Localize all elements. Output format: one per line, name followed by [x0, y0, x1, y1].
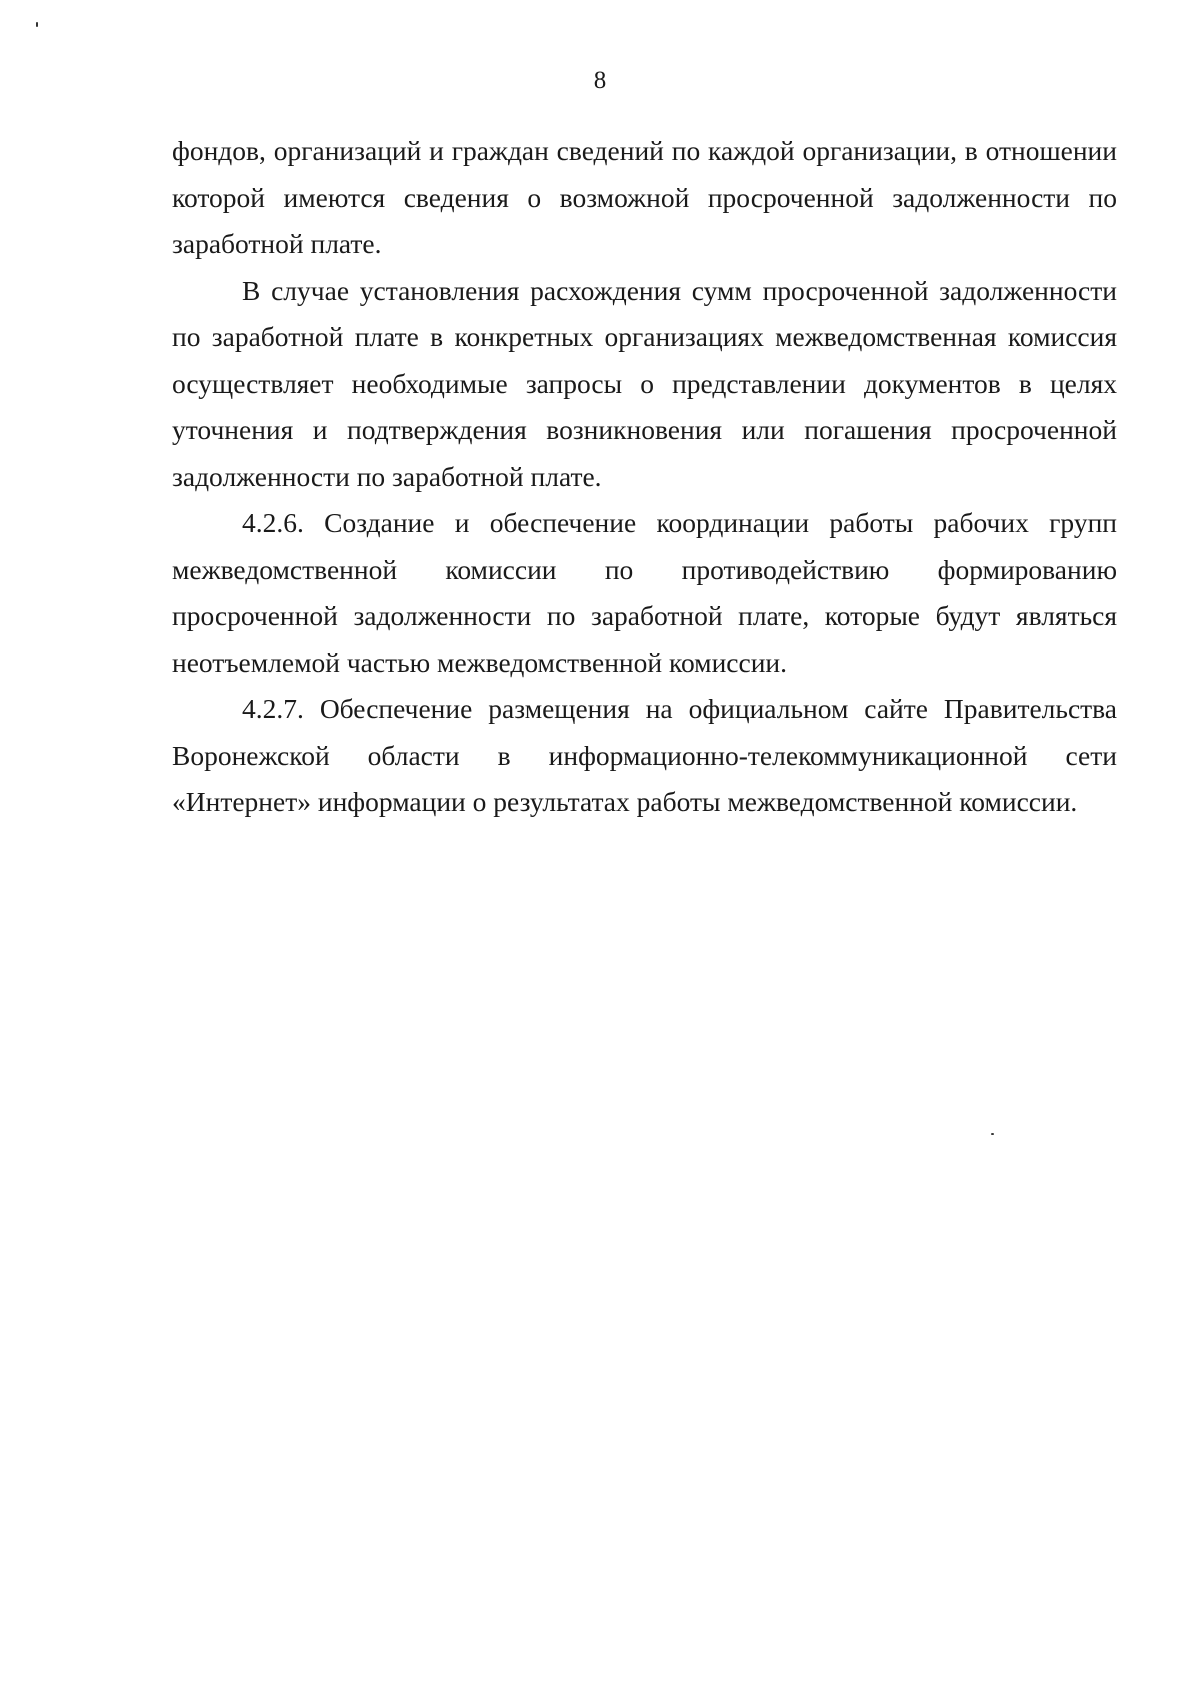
page-number: 8	[593, 67, 607, 94]
paragraph-4-2-6: 4.2.6. Создание и обеспечение координации работы рабочих групп межведомственной комиссии по противодействию формированию просроченной задолженности по заработной плате, которые будут являться неотъемлемой частью межведомственной комиссии.	[172, 507, 1117, 678]
document-body	[172, 128, 1117, 826]
scan-artifact-mark	[36, 22, 38, 27]
paragraph-4-2-7: 4.2.7. Обеспечение размещения на официальном сайте Правительства Воронежской области в информационно-телекоммуникационной сети «Интернет» информации о результатах работы межведомственной комиссии.	[172, 693, 1117, 817]
scan-artifact-dot	[991, 1133, 994, 1135]
paragraph-discrepancy-requests: В случае установления расхождения сумм просроченной задолженности по заработной плате в конкретных организациях межведомственная комиссия осуществляет необходимые запросы о представлении документов в целях уточнения и подтверждения возникновения или погашения просроченной задолженности по заработной плате.	[172, 274, 1117, 492]
paragraph-continuation: фондов, организаций и граждан сведений по каждой организации, в отношении которой имеются сведения о возможной просроченной задолженности по заработной плате.	[172, 135, 1117, 259]
